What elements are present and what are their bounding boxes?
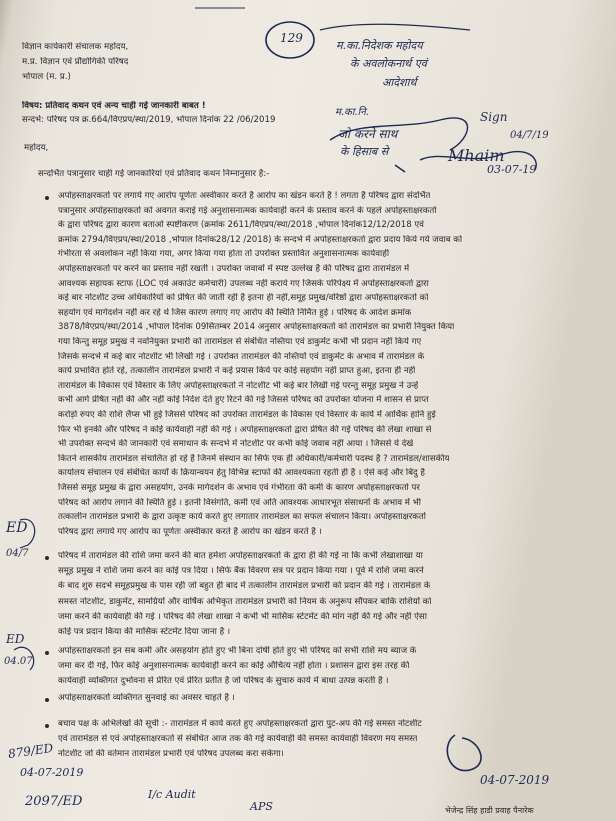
bottom-right-date: 04-07-2019 bbox=[480, 773, 550, 787]
para1-line: अपोहस्ताक्षरकर्ता पर लगाये गए आरोप पूर्णतः अस्वीकार करते है आरोप का खंडन करते है ! लगता है परिषद द्वारा संदर्भित bbox=[58, 191, 431, 201]
addressee-line-1: विज्ञान कार्यकारी संचालक महोदय, bbox=[22, 42, 129, 52]
top-note-line-3: आदेशार्थ bbox=[382, 76, 417, 89]
bottom-left-note-2: 04-07-2019 bbox=[20, 766, 84, 779]
tick-mark bbox=[395, 165, 405, 172]
para3-line: अपोहस्ताक्षरकर्ता इन सब कमी और असहयोग होते हुए भी बिना दोषी होते हुए भी परिषद को सभी राशि मय ब्याज के bbox=[58, 646, 417, 656]
bottom-signature-loop bbox=[447, 735, 481, 771]
para1-line: परिषद द्वारा लगाये गए आरोप का पूर्णतः अस्वीकार करते है आरोप का खंडन करते है । bbox=[58, 526, 322, 537]
margin-note-2: ED bbox=[6, 632, 25, 646]
para1-line: क्रमांक 2794/विएप्रप/स्था/2018 ,भोपाल दिनांक28/12 /2018) के सन्दर्भ में अपोहस्ताक्षरकर्ता द्वारा प्रदाय किये गये जवाब को bbox=[58, 234, 463, 245]
para1-line: कई बार नोटशीट उच्च अधिकारियों को प्रेषित की जाती रही है इतना ही नहीं,समूह प्रमुख/वरिष्ठों द्वारा अपोहस्ताक्षरकर्ता को bbox=[58, 293, 429, 304]
para1-line: 3878/विएप्रप/स्था/2014 ,भोपाल दिनांक 09सितम्बर 2014 अनुसार अपोहस्ताक्षरकर्ता को तारामंडल का प्रभारी नियुक्त किया bbox=[58, 322, 455, 333]
bottom-left-note-1: 879/ED bbox=[7, 740, 55, 762]
mid-signature: Mhaim bbox=[448, 146, 505, 165]
para1-line: गया किन्तु समूह प्रमुख ने नवनियुक्त प्रभारी को तारामंडल से संबंधित नस्तिया एवं डाकुमेंट कभी भी प्रदान नहीं किये गए bbox=[58, 337, 422, 347]
para1-line: कार्यालय संचालन एवं संबंधित कार्यों के क्रियान्वयन हेतु विभिन्न स्टाफों की आवश्यकता रहती ही है । ऐसे कई और बिंदु है bbox=[58, 468, 425, 479]
para1-line: कार्य प्रभावित होते रहे, तत्कालीन तारामंडल प्रभारी ने कई प्रयास किये पर कोई सहयोग नहीं प्राप्त हुआ, इतना ही नहीं bbox=[58, 366, 416, 377]
top-right-sign: Sign bbox=[480, 110, 508, 124]
top-stamp-number: 129 bbox=[280, 31, 303, 45]
para1-line: करोड़ो रुपए की राशि लैप्स भी हुई जिससे परिषद को उपरोक्त तारामंडल के विकास एवं विस्तार के कार्य में आर्थिक हानि हुई bbox=[58, 410, 436, 420]
addressee-line-3: भोपाल (म. प्र.) bbox=[22, 72, 71, 82]
paragraph-4: अपोहस्ताक्षरकर्ता व्यक्तिगत सुनवाई का अवसर चाहते है । bbox=[58, 693, 235, 703]
para5-line: नोटशीट जो की वर्तमान तारामंडल प्रभारी एवं परिषद उपलब्ध करा सकेगा। bbox=[58, 749, 284, 760]
para1-line: के द्वारा परिषद द्वारा कारण बताओ स्पष्टीकरण (क्रमांक 2611/विएप्रप/स्था/2018 ,भोपाल दिनांक12/12/2018 एवं bbox=[58, 220, 424, 231]
para3-line: कार्यवाही व्यक्तिगत दुर्भावना से प्रेरित एवं प्रेरित प्रतीत है जो परिषद के सुचारु कार्य में बाधा उत्पन्न करती है । bbox=[58, 676, 389, 687]
intro-line: सन्दर्भित पत्रानुसार चाही गई जानकारियां एवं प्रतिवाद कथन निम्नानुसार है:- bbox=[38, 169, 270, 179]
mid-note-line-3: के हिसाब से bbox=[340, 145, 389, 158]
reference-line: सन्दर्भ: परिषद पत्र क्र.664/विएप्रप/स्था/2019, भोपाल दिनांक 22 /06/2019 bbox=[22, 115, 276, 125]
top-note-line-1: म.का.निदेशक महोदय bbox=[336, 39, 423, 52]
signatory-name: भेजेन्द्र सिंह हाडी प्रवाह पैनारेक bbox=[445, 806, 534, 815]
mid-signature-date: 03-07-19 bbox=[487, 163, 537, 176]
para3-line: जमा कर दी गई, फिर कोई अनुशासनात्मक कार्यवाही करने का कोई औचित्य नहीं होता । प्रशासन द्वारा इस तरह की bbox=[58, 661, 410, 672]
mid-note-line-2: जो करने साथ bbox=[338, 127, 398, 141]
para1-line: तत्कालीन तारामंडल प्रभारी के द्वारा उत्कृष्ट कार्य करते हुए लगातार तारामंडल का सफल संचालन किया। अपोहस्ताक्षरकर्ता bbox=[58, 512, 426, 523]
para2-line: समूह प्रमुख ने राशि जमा करने का कोई पत्र दिया । सिर्फ बैंक विवरण सत्र पर प्रदान किया गया । पूर्व में राशि जमा करने bbox=[58, 566, 424, 577]
para5-line: एवं तारामंडल से एवं अपोहस्ताक्षरकर्ता से संबंधित आज तक की गई कार्यवाही की समस्त कार्यवाही विवरण मय समस्त bbox=[58, 734, 418, 745]
para1-line: फिर भी इनकी और परिषद ने कोई कार्यवाही नहीं की गई । अपोहस्ताक्षरकर्ता द्वारा प्रेषित की गई परिषद की लेखा शाखा से bbox=[58, 424, 432, 435]
bottom-left-note-3: 2097/ED bbox=[25, 794, 83, 809]
margin-note-2-date: 04.07 bbox=[4, 656, 33, 667]
para2-line: कोई पत्र प्रदान किया की मासिक स्टेटमेंट दिया जाना है । bbox=[58, 627, 231, 637]
para1-line: सहयोग एवं मार्गदर्शन नहीं कर रहे थे जिस कारण लगाए गए आरोप की स्थिति निर्मित हुई । परिषद के आदेश क्रमांक bbox=[58, 307, 412, 318]
para1-line: आवश्यक सहायक स्टाफ (LOC एवं अकाउंट कर्मचारी) उपलब्ध नहीं कराये गए जिसके परिपेक्ष्य में अपोहस्ताक्षरकर्ता द्वारा bbox=[58, 278, 429, 289]
para1-line: कभी आगे प्रेषित नहीं की और नहीं कोई निर्देश देते हुए रिटर्न की गई जिससे परिषद को उपरोक्त योजना में शासन से प्राप्त bbox=[58, 395, 429, 406]
bottom-mid-note-2: APS bbox=[250, 800, 273, 813]
para2-line: जमा करने की कार्यवाही की गई । परिषद की लेखा शाखा ने कभी भी मासिक स्टेटमेंट की मांग नहीं की गई और नहीं ऐसा bbox=[58, 611, 427, 622]
para1-line: कितने शासकीय तारामंडल संचालित हो रहे है जिनमें संस्थान का सिर्फ एक ही अधिकारी/कर्मचारी पदस्थ है ? तारामंडल/शासकीय bbox=[58, 453, 450, 464]
para1-line: जिसके सन्दर्भ में कई बार नोटशीट भी लिखी गई । उपरोक्त तारामंडल की नस्तियों एवं डाकुमेंट के अभाव में तारामंडल के bbox=[58, 351, 425, 362]
para1-line: जिससे समूह प्रमुख के द्वारा असहयोग, उनके मार्गदर्शन के अभाव एवं गंभीरता की कमी के कारण अपोहस्ताक्षरकर्ता पर bbox=[58, 483, 420, 493]
para1-line: परिषद को आरोप लगाने की स्थिति हुई । इतनी विसंगति, कमी एवं अति आवश्यक आधारभूत संसाधनों के अभाव में भी bbox=[58, 497, 421, 508]
para1-line: पत्रानुसार अपोहस्ताक्षरकर्ता को अवगत कराई गई अनुशासनात्मक कार्यवाही करने के प्रस्ताव करने के पहले अपोहस्ताक्षरकर्ता bbox=[58, 205, 437, 216]
bottom-mid-note: I/c Audit bbox=[148, 788, 196, 801]
para1-line: तारामंडल के विकास एवं विस्तार के लिए अपोहस्ताक्षरकर्ता ने नोटशीट भी कई बार लिखी गई परन्तु समूह प्रमुख ने उन्हें bbox=[58, 380, 419, 391]
salutation: महोदय, bbox=[24, 143, 49, 153]
top-note-line-2: के अवलोकनार्थ एवं bbox=[350, 57, 427, 70]
mid-note-line-1: म.का.नि. bbox=[335, 107, 369, 118]
para1-line: गंभीरता से अवलोकन नहीं किया गया, अगर किया गया होता तो उपरोक्त प्रस्तावित अनुशासनात्मक कार्यवाही bbox=[58, 249, 390, 260]
subject-line: विषय: प्रतिवाद कथन एवं अन्य चाही गई जानकारी बाबत ! bbox=[22, 101, 206, 111]
margin-note-1-date: 04/7 bbox=[6, 548, 29, 559]
top-note-stroke bbox=[320, 24, 470, 30]
para5-line: बचाव पक्ष के अभिलेखों की सूची :- तारामंडल में कार्य करते हुए अपोहस्ताक्षरकर्ता द्वारा पुट-अप की गई समस्त नोटशीट bbox=[58, 719, 422, 729]
addressee-line-2: म.प्र. विज्ञान एवं प्रौद्योगिकी परिषद bbox=[22, 57, 129, 67]
para2-line: के बाद शुरु सदर्भ समूहप्रमुख के पास रही जो बहुत ही बाद में तत्कालीन तारामंडल प्रभारी को प्रदान की गई । तारामंडल के bbox=[58, 581, 431, 592]
margin-note-1: ED bbox=[6, 520, 28, 536]
para2-line: परिषद में तारामंडल की राशि जमा करने की बात हमेशा अपोहस्ताक्षरकर्ता के द्वारा ही की गई ना कि कभी लेखाशाखा या bbox=[58, 551, 423, 561]
top-right-date: 04/7/19 bbox=[510, 130, 549, 141]
para2-line: समस्त नोटशीट, डाकुमेंट, सामग्रियों और वार्षिक अभिकृत तारामंडल प्रभारी को नियम के अनुरूप सौंपकर बाकि राशियों को bbox=[58, 596, 432, 607]
para1-line: भी उपरोक्त सन्दर्भ की जानकारी एवं समाधान के सन्दर्भ में नोटशीट पर कभी कोई जवाब नहीं आया । जिससे ये देखे bbox=[58, 439, 414, 450]
para1-line: अपोहस्ताक्षरकर्ता पर करने का प्रस्ताव नहीं रखती । उपरोक्त जवाबों में स्पष्ट उल्लेख है की परिषद द्वारा तारामंडल में bbox=[58, 264, 410, 274]
